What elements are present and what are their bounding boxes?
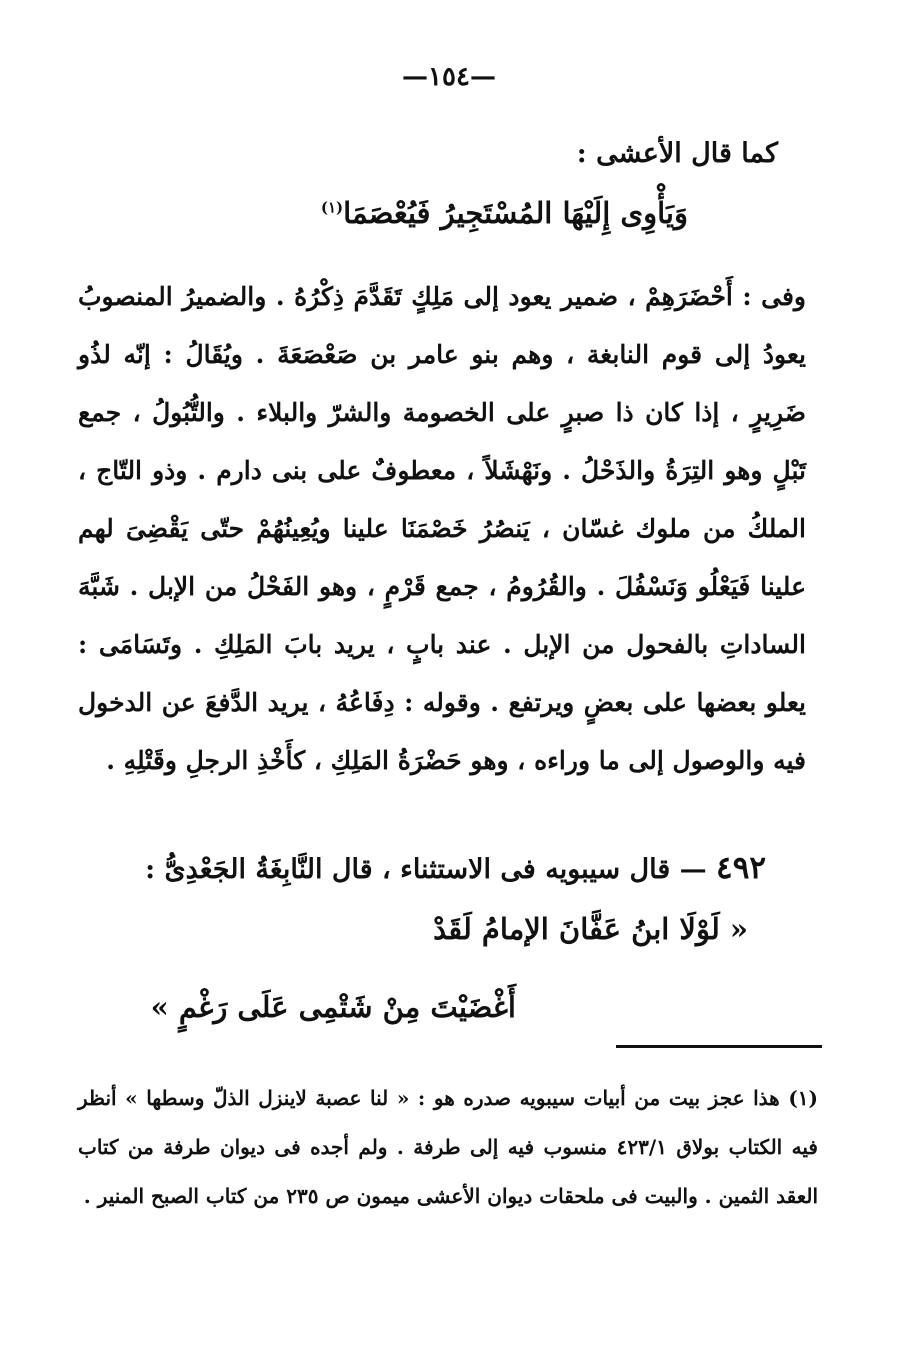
- poetry-verse: [321, 196, 688, 230]
- entry-number: ٤٩٢: [716, 850, 766, 886]
- footnote-marker: (١): [320, 198, 344, 217]
- quoted-verse-line-1: « لَوْلَا ابنُ عَفَّانَ الإمامُ لَقَدْ: [433, 912, 748, 946]
- commentary-text: وفى : أَحْضَرَهِمْ ، ضمير يعود إلى مَلِكٍ تَقَدَّمَ ذِكْرُهُ . والضميرُ المنصوبُ يعودُ إلى قوم النابغة ، وهم بنو عامر بن صَعْصَعَةَ . ويُقَالُ : إنّه لذُو ضَرِيرٍ ، إذا كان ذا صبرٍ على الخصومة والشرّ والبلاء . والتُّبُولُ ، جمع تَبْلٍ وهو التِرَةُ والذَحْلُ . ونَهْشَلاً ، معطوفٌ على بنى دارم . وذو التّاج ، الملكُ من ملوك غسّان ، يَنصُرُ خَصْمَنَا علينا ويُعِينُهُمْ حتّى يَقْضِىَ لهم علينا فَيَعْلُو وَنَسْفُلَ . والقُرُومُ ، جمع قَرْمٍ ، وهو الفَحْلُ من الإبل . شَبَّهَ الساداتِ بالفحول من الإبل . عند بابٍ ، يريد بابَ المَلِكِ . وتَسَامَى : يعلو بعضها على بعضٍ ويرتفع . وقوله : دِفَاعُهُ ، يريد الدَّفعَ عن الدخول فيه والوصول إلى ما وراءه ، وهو حَضْرَةُ المَلِكِ ، كأَخْذِ الرجلِ وقَتْلِهِ .: [78, 282, 806, 775]
- quoted-verse-line-2: أَغْضَيْتَ مِنْ شَتْمِى عَلَى رَغْمٍ »: [150, 990, 516, 1024]
- entry-heading: [145, 850, 766, 886]
- page-number: —١٥٤—: [402, 62, 496, 92]
- footnote-divider: [616, 1045, 822, 1048]
- footnote: [78, 1074, 818, 1221]
- intro-line: كما قال الأعشى :: [576, 138, 778, 169]
- commentary-paragraph: [78, 268, 806, 790]
- verse-text: وَيَأْوِى إِلَيْهَا المُسْتَجِيرُ فَيُعْصَمَا: [343, 196, 688, 230]
- entry-text: — قال سيبويه فى الاستثناء ، قال النَّابِغَةُ الجَعْدِىُّ :: [145, 854, 707, 885]
- footnote-text: (١) هذا عجز بيت من أبيات سيبويه صدره هو : « لنا عصبة لاينزل الذلّ وسطها » أنظر فيه الكتاب بولاق ٤٢٣/١ منسوب فيه إلى طرفة . ولم أجده فى ديوان طرفة من كتاب العقد الثمين . والبيت فى ملحقات ديوان الأعشى ميمون ص ٢٣٥ من كتاب الصبح المنير .: [78, 1086, 818, 1208]
